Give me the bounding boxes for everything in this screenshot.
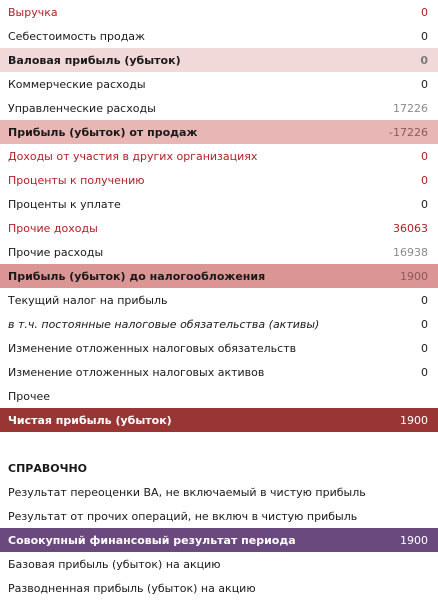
row-deferred-tax-assets-change xyxy=(0,360,438,384)
row-current-income-tax xyxy=(0,288,438,312)
row-value: 0 xyxy=(421,341,428,355)
row-profit-from-sales xyxy=(0,120,438,144)
row-label: Прибыль (убыток) до налогообложения xyxy=(8,269,266,283)
row-deferred-tax-liabilities-change xyxy=(0,336,438,360)
row-value: 36063 xyxy=(393,221,428,235)
reference-heading: СПРАВОЧНО xyxy=(8,461,88,475)
row-value: 1900 xyxy=(400,269,428,283)
row-revenue xyxy=(0,0,438,24)
row-label: Себестоимость продаж xyxy=(8,29,145,43)
row-label: Управленческие расходы xyxy=(8,101,156,115)
row-income-from-participation xyxy=(0,144,438,168)
row-label: Проценты к получению xyxy=(8,173,145,187)
row-label: Прочие доходы xyxy=(8,221,98,235)
row-value: 0 xyxy=(421,197,428,211)
row-noncurrent-revaluation xyxy=(0,480,438,504)
row-value: 0 xyxy=(421,149,428,163)
row-label: Прочее xyxy=(8,389,51,403)
row-comprehensive-result xyxy=(0,528,438,552)
row-label: Изменение отложенных налоговых обязательств xyxy=(8,341,297,355)
row-label: Совокупный финансовый результат периода xyxy=(8,533,296,547)
row-selling-expenses xyxy=(0,72,438,96)
row-label: Разводненная прибыль (убыток) на акцию xyxy=(8,581,256,595)
row-administrative-expenses xyxy=(0,96,438,120)
row-other-expenses xyxy=(0,240,438,264)
row-diluted-eps xyxy=(0,576,438,600)
row-value: 0 xyxy=(421,29,428,43)
row-value: -17226 xyxy=(389,125,428,139)
row-other-income xyxy=(0,216,438,240)
row-value: 0 xyxy=(421,365,428,379)
row-other xyxy=(0,384,438,408)
row-basic-eps xyxy=(0,552,438,576)
row-label: Изменение отложенных налоговых активов xyxy=(8,365,265,379)
row-label: Валовая прибыль (убыток) xyxy=(8,53,181,67)
row-value: 0 xyxy=(421,317,428,331)
row-value: 0 xyxy=(421,293,428,307)
row-net-profit xyxy=(0,408,438,432)
row-gross-profit xyxy=(0,48,438,72)
row-label: Прочие расходы xyxy=(8,245,104,259)
row-label: Результат от прочих операций, не включ в чистую прибыль xyxy=(8,509,358,523)
row-label: Прибыль (убыток) от продаж xyxy=(8,125,198,139)
row-cost-of-sales xyxy=(0,24,438,48)
row-label: Доходы от участия в других организациях xyxy=(8,149,258,163)
row-interest-payable xyxy=(0,192,438,216)
row-profit-before-tax xyxy=(0,264,438,288)
row-value: 0 xyxy=(421,77,428,91)
row-value: 1900 xyxy=(400,533,428,547)
section-spacer xyxy=(0,432,438,456)
row-value: 0 xyxy=(421,173,428,187)
row-label: Текущий налог на прибыль xyxy=(8,293,168,307)
row-value: 17226 xyxy=(393,101,428,115)
row-other-operations-result xyxy=(0,504,438,528)
row-value: 0 xyxy=(420,53,428,67)
row-label: Результат переоценки ВА, не включаемый в чистую прибыль xyxy=(8,485,366,499)
row-label: Проценты к уплате xyxy=(8,197,121,211)
row-interest-receivable xyxy=(0,168,438,192)
row-label: Коммерческие расходы xyxy=(8,77,146,91)
row-value: 1900 xyxy=(400,413,428,427)
row-label: Выручка xyxy=(8,5,58,19)
row-label: Чистая прибыль (убыток) xyxy=(8,413,172,427)
row-value: 16938 xyxy=(393,245,428,259)
row-label: Базовая прибыль (убыток) на акцию xyxy=(8,557,221,571)
row-value: 0 xyxy=(421,5,428,19)
row-permanent-tax-liabilities xyxy=(0,312,438,336)
row-label: в т.ч. постоянные налоговые обязательства (активы) xyxy=(8,317,320,331)
